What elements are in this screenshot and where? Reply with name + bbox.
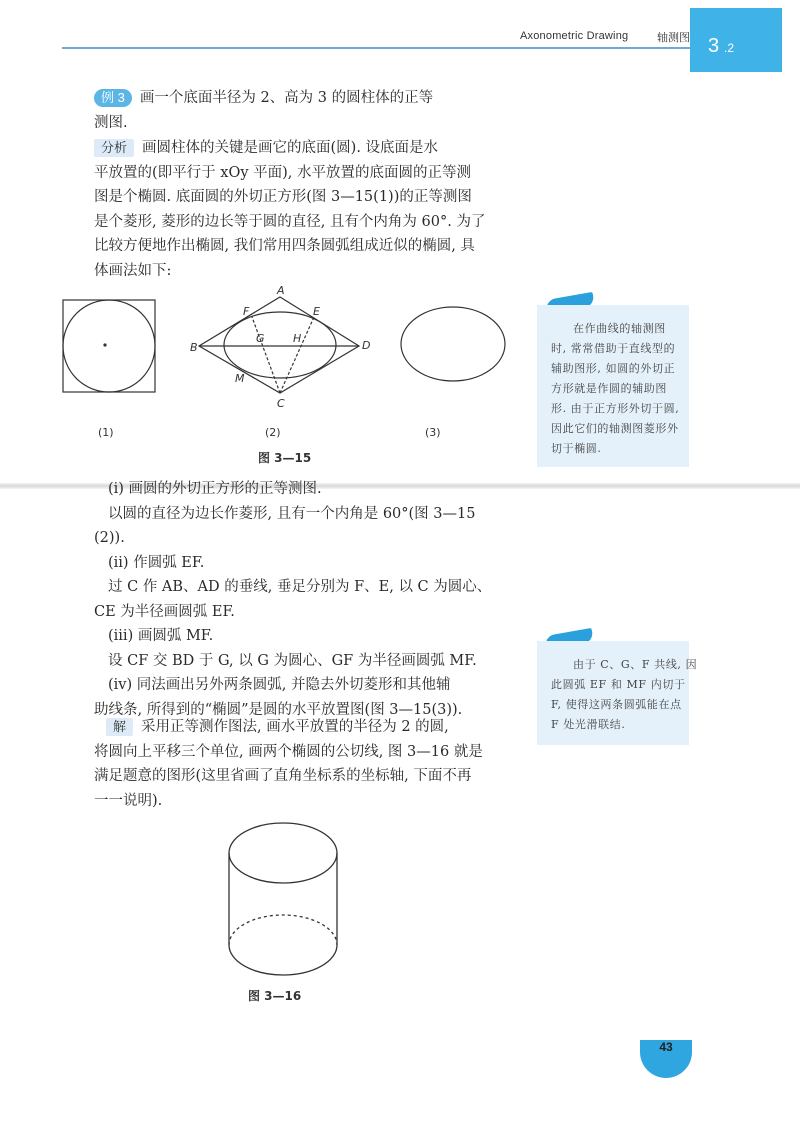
example-tag: 例 3 <box>94 89 132 107</box>
section-tab <box>690 8 782 72</box>
note-line: 辅助图形, 如圆的外切正 <box>551 362 676 375</box>
point-d-label: D <box>362 339 371 352</box>
step-line: 过 C 作 AB、AD 的垂线, 垂足分别为 F、E, 以 C 为圆心、 <box>108 579 492 595</box>
analysis-line: 是个菱形, 菱形的边长等于圆的直径, 且有个内角为 60°. 为了 <box>94 213 486 230</box>
figure-3-16-caption: 图 3—16 <box>248 989 302 1003</box>
figure-3-16 <box>225 820 345 980</box>
figure-3-15 <box>55 285 525 465</box>
analysis-line: 体画法如下: <box>94 262 172 279</box>
note-line: 在作曲线的轴测图 <box>573 322 666 335</box>
point-e-label: E <box>313 305 320 318</box>
point-f-label: F <box>243 305 250 318</box>
side-note-1 <box>537 305 689 467</box>
point-a-label: A <box>277 285 285 297</box>
solution-tag: 解 <box>106 718 133 736</box>
header-title-en: Axonometric Drawing <box>520 30 629 42</box>
analysis-line: 平放置的(即平行于 xOy 平面), 水平放置的底面圆的正等测 <box>94 164 472 181</box>
note-line: 方形就是作圆的辅助图 <box>551 382 667 395</box>
solution-line: 采用正等测作图法, 画水平放置的半径为 2 的圆, <box>141 719 449 735</box>
step-line: 以圆的直径为边长作菱形, 且有一个内角是 60°(图 3—15 <box>108 505 476 522</box>
point-c-label: C <box>277 397 285 410</box>
step-line: CE 为半径画圆弧 EF. <box>94 603 235 620</box>
analysis-line: 图是个椭圆. 底面圆的外切正方形(图 3—15(1))的正等测图 <box>94 189 472 205</box>
example-line: 画一个底面半径为 2、高为 3 的圆柱体的正等 <box>139 90 434 106</box>
example-block <box>94 86 514 135</box>
point-g-label: G <box>256 332 265 345</box>
analysis-line: 画圆柱体的关键是画它的底面(圆). 设底面是水 <box>142 140 439 156</box>
rhombus-shape <box>199 297 359 393</box>
bottom-back-arc <box>229 915 337 945</box>
line-cf <box>252 317 280 393</box>
line-ce <box>280 317 314 393</box>
step-line: (ⅲ) 画圆弧 MF. <box>108 628 214 644</box>
note-line: 时, 常常借助于直线型的 <box>551 342 676 355</box>
figure-3-15-caption: 图 3—15 <box>258 451 312 465</box>
page-number: 43 <box>659 1040 673 1054</box>
top-ellipse <box>229 823 337 883</box>
header-rule <box>62 47 717 49</box>
point-b-label: B <box>190 341 198 354</box>
ellipse-shape <box>401 307 505 381</box>
step-line: 设 CF 交 BD 于 G, 以 G 为圆心、GF 为半径画圆弧 MF. <box>108 652 477 669</box>
subfig-label-2: (2) <box>265 426 281 439</box>
subfig-label-1: (1) <box>98 426 114 439</box>
approx-ellipse <box>224 312 336 378</box>
steps-block <box>94 477 514 722</box>
example-line: 测图. <box>94 114 128 131</box>
section-number: 3 <box>708 35 720 57</box>
note-line: 因此它们的轴测图菱形外 <box>551 422 679 435</box>
point-h-label: H <box>293 332 302 345</box>
solution-line: 将圆向上平移三个单位, 画两个椭圆的公切线, 图 3—16 就是 <box>94 743 483 760</box>
subfig-label-3: (3) <box>425 426 441 439</box>
bottom-front-arc <box>229 945 337 975</box>
header-title-cn: 轴测图 <box>657 31 690 44</box>
note-line: F 处光滑联结. <box>551 718 626 731</box>
step-line: (ⅳ) 同法画出另外两条圆弧, 并隐去外切菱形和其他辅 <box>108 677 451 693</box>
analysis-tag: 分析 <box>94 139 134 157</box>
note-line: 由于 C、G、F 共线, 因 <box>573 658 698 671</box>
step-line: (ⅱ) 作圆弧 EF. <box>108 554 205 571</box>
step-line: 助线条, 所得到的“椭圆”是圆的水平放置图(图 3—15(3)). <box>94 701 463 718</box>
step-line: (2)). <box>94 530 125 546</box>
note-line: 形. 由于正方形外切于圆, <box>551 402 680 415</box>
center-dot <box>104 344 106 346</box>
solution-line: 一一说明). <box>94 792 163 809</box>
analysis-line: 比较方便地作出椭圆, 我们常用四条圆弧组成近似的椭圆, 具 <box>94 238 475 254</box>
solution-line: 满足题意的图形(这里省画了直角坐标系的坐标轴, 下面不再 <box>94 768 472 784</box>
circle-shape <box>63 300 155 392</box>
note-line: 切于椭圆. <box>551 442 602 455</box>
subsection-number: .2 <box>724 41 735 55</box>
point-m-label: M <box>235 372 245 385</box>
side-note-2 <box>537 641 698 745</box>
solution-block <box>94 715 514 813</box>
analysis-block <box>94 136 514 283</box>
note-line: 此圆弧 EF 和 MF 内切于 <box>551 678 686 691</box>
note-line: F, 使得这两条圆弧能在点 <box>551 698 682 711</box>
step-line: (ⅰ) 画圆的外切正方形的正等测图. <box>108 481 322 497</box>
